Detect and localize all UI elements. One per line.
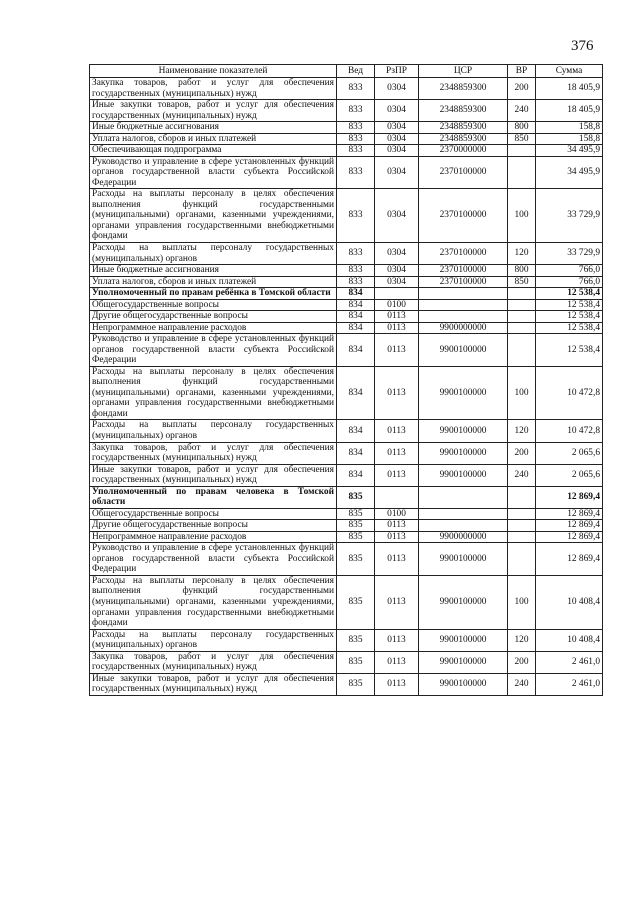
header-name: Наименование показателей bbox=[90, 65, 337, 78]
cell-csr bbox=[419, 288, 508, 300]
cell-csr: 2370100000 bbox=[419, 189, 508, 243]
cell-ved: 834 bbox=[337, 334, 375, 367]
cell-vr bbox=[508, 486, 536, 508]
cell-ved: 833 bbox=[337, 133, 375, 145]
cell-rzpr: 0304 bbox=[375, 122, 419, 134]
cell-sum: 10 408,4 bbox=[536, 575, 603, 629]
cell-ved: 833 bbox=[337, 100, 375, 122]
cell-sum: 10 472,8 bbox=[536, 366, 603, 420]
cell-sum: 34 495,9 bbox=[536, 145, 603, 157]
cell-vr: 800 bbox=[508, 265, 536, 277]
cell-rzpr: 0113 bbox=[375, 520, 419, 532]
cell-rzpr: 0304 bbox=[375, 145, 419, 157]
cell-sum: 34 495,9 bbox=[536, 156, 603, 189]
cell-sum: 158,8 bbox=[536, 133, 603, 145]
table-row bbox=[90, 265, 603, 277]
cell-rzpr: 0113 bbox=[375, 575, 419, 629]
table-row bbox=[90, 299, 603, 311]
table-row bbox=[90, 145, 603, 157]
cell-vr bbox=[508, 299, 536, 311]
table-body bbox=[90, 78, 603, 696]
table-row bbox=[90, 242, 603, 264]
cell-name: Расходы на выплаты персоналу государственных (муниципальных) органов bbox=[90, 242, 337, 264]
cell-rzpr: 0113 bbox=[375, 322, 419, 334]
table-row bbox=[90, 420, 603, 442]
cell-vr: 850 bbox=[508, 276, 536, 288]
cell-csr bbox=[419, 520, 508, 532]
cell-name: Расходы на выплаты персоналу государственных (муниципальных) органов bbox=[90, 629, 337, 651]
cell-csr: 9900100000 bbox=[419, 334, 508, 367]
cell-rzpr bbox=[375, 288, 419, 300]
cell-vr: 100 bbox=[508, 189, 536, 243]
cell-vr: 100 bbox=[508, 575, 536, 629]
cell-ved: 834 bbox=[337, 299, 375, 311]
cell-csr: 9900100000 bbox=[419, 366, 508, 420]
cell-ved: 834 bbox=[337, 442, 375, 464]
header-sum: Сумма bbox=[536, 65, 603, 78]
cell-ved: 835 bbox=[337, 508, 375, 520]
cell-rzpr: 0304 bbox=[375, 189, 419, 243]
table-header-row bbox=[90, 65, 603, 78]
cell-ved: 834 bbox=[337, 288, 375, 300]
table-row bbox=[90, 508, 603, 520]
cell-csr: 9900100000 bbox=[419, 464, 508, 486]
cell-sum: 10 408,4 bbox=[536, 629, 603, 651]
cell-name: Закупка товаров, работ и услуг для обеспечения государственных (муниципальных) нужд bbox=[90, 651, 337, 673]
cell-rzpr: 0304 bbox=[375, 78, 419, 100]
cell-vr bbox=[508, 322, 536, 334]
cell-sum: 2 065,6 bbox=[536, 442, 603, 464]
cell-sum: 12 538,4 bbox=[536, 288, 603, 300]
cell-vr bbox=[508, 543, 536, 576]
cell-rzpr: 0304 bbox=[375, 156, 419, 189]
cell-csr: 9900100000 bbox=[419, 420, 508, 442]
cell-csr: 9900100000 bbox=[419, 543, 508, 576]
cell-csr bbox=[419, 486, 508, 508]
cell-vr: 120 bbox=[508, 629, 536, 651]
cell-ved: 834 bbox=[337, 311, 375, 323]
cell-sum: 12 869,4 bbox=[536, 543, 603, 576]
header-ved: Вед bbox=[337, 65, 375, 78]
cell-sum: 12 538,4 bbox=[536, 322, 603, 334]
table-row bbox=[90, 442, 603, 464]
cell-name: Общегосударственные вопросы bbox=[90, 299, 337, 311]
cell-vr bbox=[508, 531, 536, 543]
cell-csr: 9900000000 bbox=[419, 322, 508, 334]
table-row bbox=[90, 78, 603, 100]
cell-vr bbox=[508, 311, 536, 323]
cell-ved: 833 bbox=[337, 156, 375, 189]
cell-ved: 833 bbox=[337, 276, 375, 288]
cell-csr bbox=[419, 311, 508, 323]
cell-name: Расходы на выплаты персоналу государственных (муниципальных) органов bbox=[90, 420, 337, 442]
cell-rzpr: 0113 bbox=[375, 464, 419, 486]
cell-csr: 2370100000 bbox=[419, 276, 508, 288]
cell-name: Руководство и управление в сфере установленных функций органов государственной власти субъекта Российской Федерации bbox=[90, 543, 337, 576]
table-row bbox=[90, 133, 603, 145]
cell-sum: 12 869,4 bbox=[536, 520, 603, 532]
cell-csr: 2348859300 bbox=[419, 100, 508, 122]
cell-name: Уплата налогов, сборов и иных платежей bbox=[90, 133, 337, 145]
cell-ved: 835 bbox=[337, 651, 375, 673]
cell-rzpr: 0304 bbox=[375, 265, 419, 277]
cell-name: Общегосударственные вопросы bbox=[90, 508, 337, 520]
cell-name: Обеспечивающая подпрограмма bbox=[90, 145, 337, 157]
table-row bbox=[90, 276, 603, 288]
table-row bbox=[90, 311, 603, 323]
cell-rzpr: 0113 bbox=[375, 366, 419, 420]
header-rzpr: РзПР bbox=[375, 65, 419, 78]
cell-csr: 2348859300 bbox=[419, 122, 508, 134]
table-row bbox=[90, 520, 603, 532]
cell-ved: 835 bbox=[337, 673, 375, 695]
cell-name: Закупка товаров, работ и услуг для обеспечения государственных (муниципальных) нужд bbox=[90, 78, 337, 100]
cell-vr bbox=[508, 145, 536, 157]
table-row bbox=[90, 366, 603, 420]
cell-ved: 835 bbox=[337, 486, 375, 508]
cell-name: Иные бюджетные ассигнования bbox=[90, 265, 337, 277]
cell-ved: 835 bbox=[337, 543, 375, 576]
cell-vr bbox=[508, 334, 536, 367]
cell-ved: 833 bbox=[337, 145, 375, 157]
table-row bbox=[90, 531, 603, 543]
table-row bbox=[90, 334, 603, 367]
cell-rzpr: 0113 bbox=[375, 420, 419, 442]
cell-csr: 9900000000 bbox=[419, 531, 508, 543]
cell-sum: 18 405,9 bbox=[536, 100, 603, 122]
table-row bbox=[90, 122, 603, 134]
cell-ved: 835 bbox=[337, 520, 375, 532]
cell-rzpr: 0113 bbox=[375, 543, 419, 576]
budget-table bbox=[89, 64, 603, 696]
cell-ved: 835 bbox=[337, 531, 375, 543]
cell-name: Расходы на выплаты персоналу в целях обеспечения выполнения функций государственными (муниципальными) органами, казенными учреждениями, органами управления государственными внебюджетными фондами bbox=[90, 575, 337, 629]
cell-vr: 240 bbox=[508, 464, 536, 486]
table-row bbox=[90, 156, 603, 189]
cell-csr: 2370000000 bbox=[419, 145, 508, 157]
cell-rzpr: 0113 bbox=[375, 651, 419, 673]
cell-name: Закупка товаров, работ и услуг для обеспечения государственных (муниципальных) нужд bbox=[90, 442, 337, 464]
cell-sum: 33 729,9 bbox=[536, 242, 603, 264]
cell-rzpr: 0100 bbox=[375, 299, 419, 311]
cell-csr: 9900100000 bbox=[419, 651, 508, 673]
cell-name: Уплата налогов, сборов и иных платежей bbox=[90, 276, 337, 288]
cell-rzpr: 0113 bbox=[375, 311, 419, 323]
cell-vr: 200 bbox=[508, 78, 536, 100]
table-row bbox=[90, 464, 603, 486]
cell-rzpr: 0304 bbox=[375, 276, 419, 288]
page-number: 376 bbox=[571, 38, 594, 54]
cell-csr: 9900100000 bbox=[419, 442, 508, 464]
cell-sum: 12 538,4 bbox=[536, 299, 603, 311]
cell-csr: 2348859300 bbox=[419, 78, 508, 100]
cell-ved: 833 bbox=[337, 78, 375, 100]
cell-ved: 834 bbox=[337, 322, 375, 334]
cell-rzpr bbox=[375, 486, 419, 508]
cell-vr: 800 bbox=[508, 122, 536, 134]
cell-csr: 9900100000 bbox=[419, 673, 508, 695]
cell-name: Иные закупки товаров, работ и услуг для обеспечения государственных (муниципальных) нужд bbox=[90, 673, 337, 695]
cell-csr: 2370100000 bbox=[419, 156, 508, 189]
header-vr: ВР bbox=[508, 65, 536, 78]
table-row bbox=[90, 486, 603, 508]
cell-rzpr: 0304 bbox=[375, 242, 419, 264]
cell-vr: 200 bbox=[508, 651, 536, 673]
cell-rzpr: 0304 bbox=[375, 100, 419, 122]
cell-vr bbox=[508, 156, 536, 189]
cell-vr bbox=[508, 508, 536, 520]
cell-name: Непрограммное направление расходов bbox=[90, 531, 337, 543]
table-row bbox=[90, 651, 603, 673]
cell-vr: 850 bbox=[508, 133, 536, 145]
table-row bbox=[90, 189, 603, 243]
cell-csr: 9900100000 bbox=[419, 629, 508, 651]
cell-name: Расходы на выплаты персоналу в целях обеспечения выполнения функций государственными (муниципальными) органами, казенными учреждениями, органами управления государственными внебюджетными фондами bbox=[90, 189, 337, 243]
cell-sum: 2 461,0 bbox=[536, 651, 603, 673]
cell-sum: 18 405,9 bbox=[536, 78, 603, 100]
cell-rzpr: 0113 bbox=[375, 531, 419, 543]
cell-sum: 766,0 bbox=[536, 265, 603, 277]
cell-sum: 12 869,4 bbox=[536, 486, 603, 508]
cell-sum: 12 538,4 bbox=[536, 334, 603, 367]
table-row bbox=[90, 575, 603, 629]
cell-vr bbox=[508, 288, 536, 300]
table-row bbox=[90, 100, 603, 122]
cell-name: Руководство и управление в сфере установленных функций органов государственной власти субъекта Российской Федерации bbox=[90, 334, 337, 367]
cell-sum: 33 729,9 bbox=[536, 189, 603, 243]
cell-name: Другие общегосударственные вопросы bbox=[90, 520, 337, 532]
cell-vr: 120 bbox=[508, 242, 536, 264]
header-csr: ЦСР bbox=[419, 65, 508, 78]
cell-rzpr: 0113 bbox=[375, 334, 419, 367]
cell-vr: 240 bbox=[508, 100, 536, 122]
cell-name: Другие общегосударственные вопросы bbox=[90, 311, 337, 323]
cell-ved: 833 bbox=[337, 242, 375, 264]
cell-ved: 834 bbox=[337, 464, 375, 486]
table-row bbox=[90, 543, 603, 576]
cell-name: Руководство и управление в сфере установленных функций органов государственной власти субъекта Российской Федерации bbox=[90, 156, 337, 189]
cell-vr: 200 bbox=[508, 442, 536, 464]
table-row bbox=[90, 322, 603, 334]
cell-rzpr: 0304 bbox=[375, 133, 419, 145]
cell-vr: 120 bbox=[508, 420, 536, 442]
cell-rzpr: 0113 bbox=[375, 673, 419, 695]
cell-name: Уполномоченный по правам ребёнка в Томской области bbox=[90, 288, 337, 300]
cell-csr: 2370100000 bbox=[419, 265, 508, 277]
cell-ved: 833 bbox=[337, 122, 375, 134]
cell-sum: 2 065,6 bbox=[536, 464, 603, 486]
cell-ved: 834 bbox=[337, 366, 375, 420]
cell-ved: 834 bbox=[337, 420, 375, 442]
cell-name: Расходы на выплаты персоналу в целях обеспечения выполнения функций государственными (муниципальными) органами, казенными учреждениями, органами управления государственными внебюджетными фондами bbox=[90, 366, 337, 420]
cell-sum: 158,8 bbox=[536, 122, 603, 134]
cell-name: Непрограммное направление расходов bbox=[90, 322, 337, 334]
cell-ved: 833 bbox=[337, 189, 375, 243]
cell-rzpr: 0100 bbox=[375, 508, 419, 520]
cell-name: Уполномоченный по правам человека в Томской области bbox=[90, 486, 337, 508]
cell-sum: 10 472,8 bbox=[536, 420, 603, 442]
cell-rzpr: 0113 bbox=[375, 629, 419, 651]
cell-sum: 12 869,4 bbox=[536, 531, 603, 543]
cell-name: Иные закупки товаров, работ и услуг для обеспечения государственных (муниципальных) нужд bbox=[90, 464, 337, 486]
cell-ved: 835 bbox=[337, 575, 375, 629]
cell-csr: 9900100000 bbox=[419, 575, 508, 629]
cell-sum: 766,0 bbox=[536, 276, 603, 288]
cell-name: Иные бюджетные ассигнования bbox=[90, 122, 337, 134]
cell-vr: 100 bbox=[508, 366, 536, 420]
table-row bbox=[90, 629, 603, 651]
cell-csr bbox=[419, 299, 508, 311]
cell-sum: 12 538,4 bbox=[536, 311, 603, 323]
cell-name: Иные закупки товаров, работ и услуг для обеспечения государственных (муниципальных) нужд bbox=[90, 100, 337, 122]
table-row bbox=[90, 673, 603, 695]
table-row bbox=[90, 288, 603, 300]
cell-vr bbox=[508, 520, 536, 532]
cell-csr: 2370100000 bbox=[419, 242, 508, 264]
cell-ved: 833 bbox=[337, 265, 375, 277]
cell-sum: 12 869,4 bbox=[536, 508, 603, 520]
cell-ved: 835 bbox=[337, 629, 375, 651]
cell-csr: 2348859300 bbox=[419, 133, 508, 145]
cell-sum: 2 461,0 bbox=[536, 673, 603, 695]
cell-rzpr: 0113 bbox=[375, 442, 419, 464]
cell-vr: 240 bbox=[508, 673, 536, 695]
cell-csr bbox=[419, 508, 508, 520]
